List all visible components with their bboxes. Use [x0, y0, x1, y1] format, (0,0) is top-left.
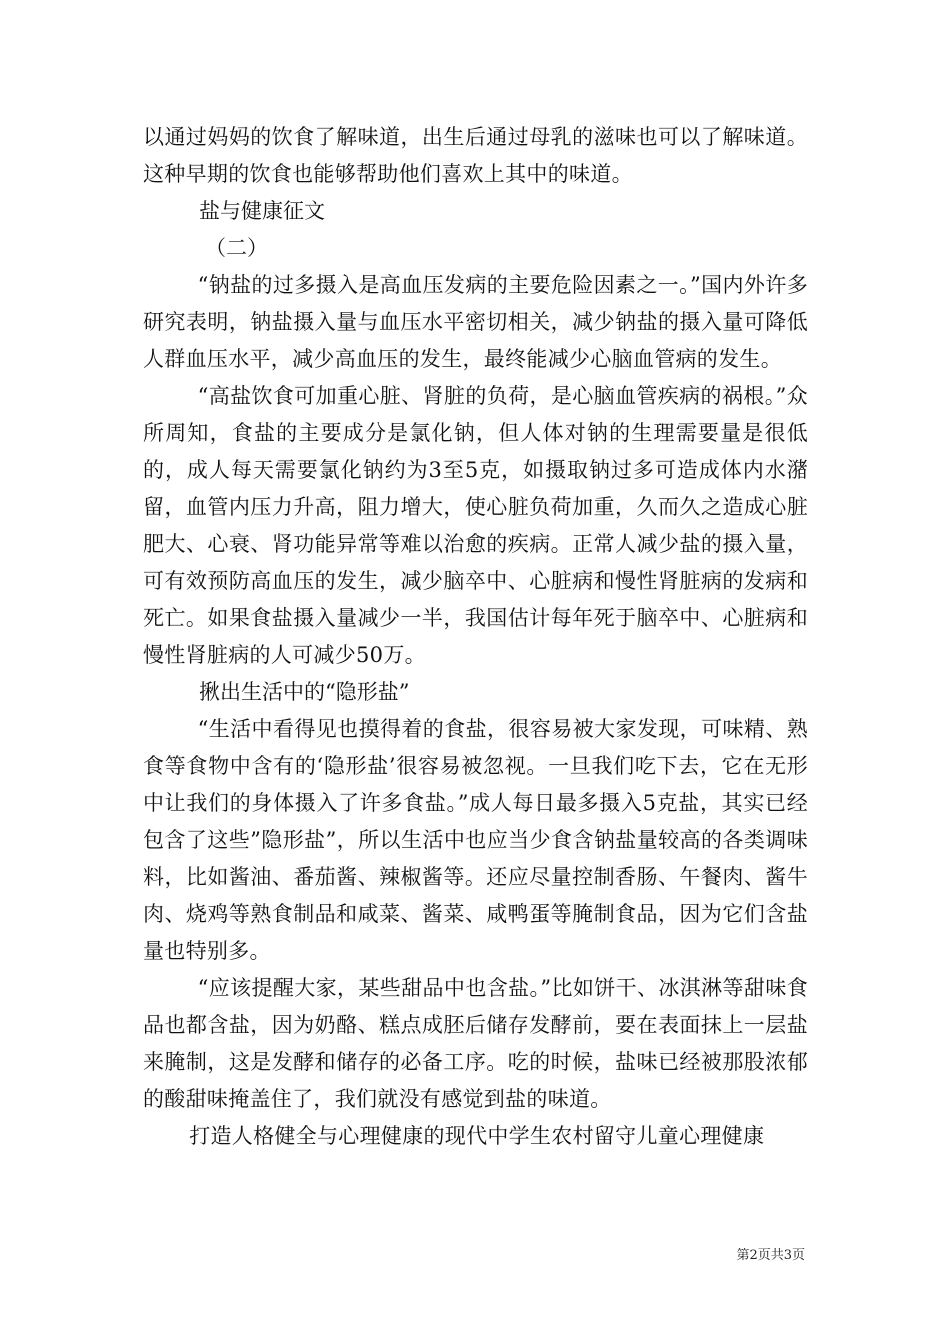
section-number: （二） [205, 236, 268, 260]
document-body [143, 119, 808, 1155]
page-number-footer: 第2页共3页 [736, 1248, 805, 1263]
paragraph: “钠盐的过多摄入是高血压发病的主要危险因素之一。”国内外许多研究表明，钠盐摄入量与血压水平密切相关，减少钠盐的摄入量可降低人群血压水平，减少高血压的发生，最终能减少心脑血管病的发生。 [143, 273, 808, 371]
section-heading: 盐与健康征文 [199, 199, 325, 223]
paragraph: “应该提醒大家，某些甜品中也含盐。”比如饼干、冰淇淋等甜味食品也都含盐，因为奶酪、糕点成胚后储存发酵前，要在表面抹上一层盐来腌制，这是发酵和储存的必备工序。吃的时候，盐味已经被那股浓郁的酸甜味掩盖住了，我们就没有感觉到盐的味道。 [143, 976, 808, 1111]
section-heading: 揪出生活中的“隐形盐” [199, 680, 410, 704]
paragraph: 打造人格健全与心理健康的现代中学生农村留守儿童心理健康 [189, 1124, 765, 1148]
paragraph: “高盐饮食可加重心脏、肾脏的负荷，是心脑血管疾病的祸根。”众所周知，食盐的主要成分是氯化钠，但人体对钠的生理需要量是很低的，成人每天需要氯化钠约为3至5克，如摄取钠过多可造成体内水潴留，血管内压力升高，阻力增大，使心脏负荷加重，久而久之造成心脏肥大、心衰、肾功能异常等难以治愈的疾病。正常人减少盐的摄入量，可有效预防高血压的发生，减少脑卒中、心脏病和慢性肾脏病的发病和死亡。如果食盐摄入量减少一半，我国估计每年死于脑卒中、心脏病和慢性肾脏病的人可减少50万。 [143, 384, 808, 667]
paragraph: 以通过妈妈的饮食了解味道，出生后通过母乳的滋味也可以了解味道。这种早期的饮食也能够帮助他们喜欢上其中的味道。 [143, 125, 808, 186]
paragraph: “生活中看得见也摸得着的食盐，很容易被大家发现，可味精、熟食等食物中含有的‘隐形盐’很容易被忽视。一旦我们吃下去，它在无形中让我们的身体摄入了许多食盐。”成人每日最多摄入5克盐，其实已经包含了这些”隐形盐”，所以生活中也应当少食含钠盐量较高的各类调味料，比如酱油、番茄酱、辣椒酱等。还应尽量控制香肠、午餐肉、酱牛肉、烧鸡等熟食制品和咸菜、酱菜、咸鸭蛋等腌制食品，因为它们含盐量也特别多。 [143, 717, 808, 963]
